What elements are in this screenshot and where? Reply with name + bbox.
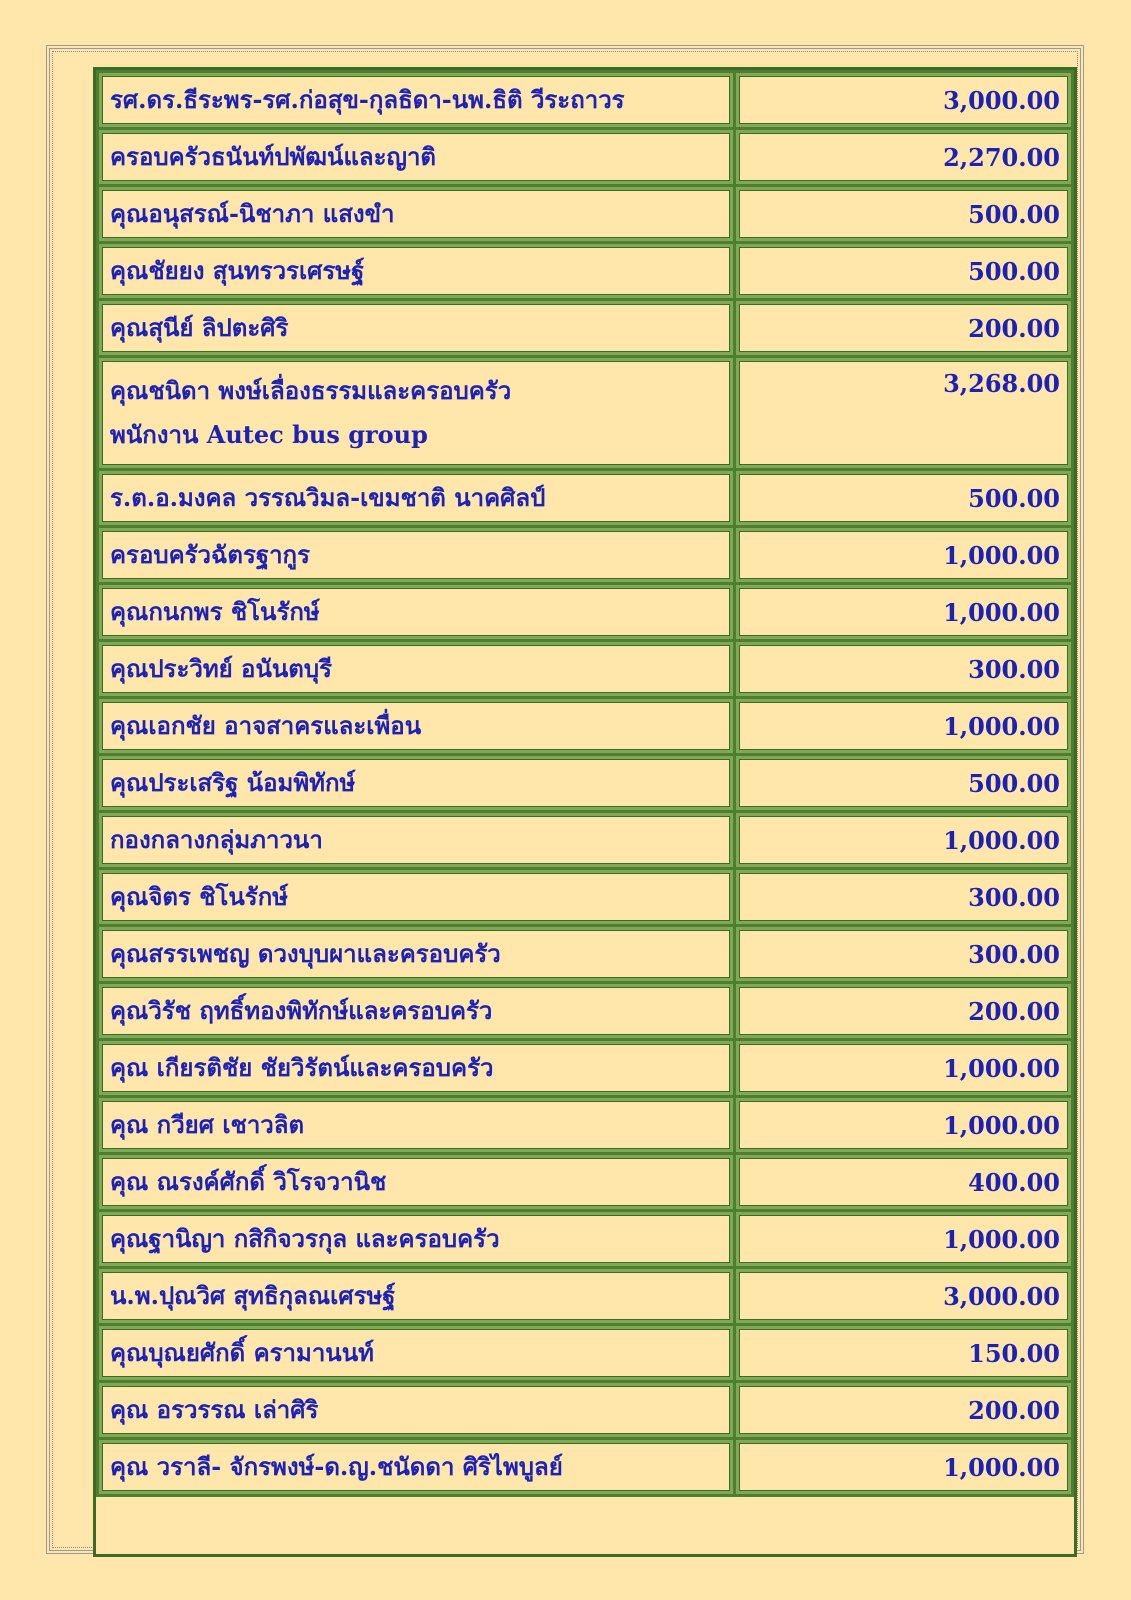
donor-name: ครอบครัวฉัตรฐากูร <box>110 540 310 569</box>
donation-amount: 400.00 <box>736 1155 1071 1209</box>
donation-amount: 1,000.00 <box>736 585 1071 639</box>
donor-name: ครอบครัวธนันท์ปพัฒน์และญาติ <box>110 142 437 171</box>
donor-name: คุณ เกียรติชัย ชัยวิรัตน์และครอบครัว <box>110 1053 494 1082</box>
donor-name: คุณฐานิญา กสิกิจวรกุล และครอบครัว <box>110 1224 500 1253</box>
table-row <box>99 1326 1071 1380</box>
table-row <box>99 1440 1071 1494</box>
donation-amount: 500.00 <box>736 471 1071 525</box>
table-row <box>99 585 1071 639</box>
donor-name-cell <box>99 1098 733 1152</box>
donor-name: คุณชนิดา พงษ์เลื่องธรรมและครอบครัว <box>110 376 512 405</box>
donation-amount: 3,000.00 <box>736 73 1071 127</box>
donor-name-cell <box>99 1269 733 1323</box>
donor-name: คุณเอกชัย อาจสาครและเพื่อน <box>110 711 422 740</box>
table-row <box>99 528 1071 582</box>
donation-amount: 300.00 <box>736 642 1071 696</box>
donation-amount: 200.00 <box>736 984 1071 1038</box>
donation-amount: 2,270.00 <box>736 130 1071 184</box>
donor-name: คุณสุนีย์ ลิปตะศิริ <box>110 313 289 342</box>
donor-name-cell <box>99 756 733 810</box>
donor-name: ร.ต.อ.มงคล วรรณวิมล-เขมชาติ นาคศิลป์ <box>110 483 546 512</box>
donation-amount: 1,000.00 <box>736 1212 1071 1266</box>
donor-name: น.พ.ปุณวิศ สุทธิกุลณเศรษฐ์ <box>110 1281 396 1310</box>
donor-name-cell <box>99 585 733 639</box>
table-row <box>99 870 1071 924</box>
table-row <box>99 642 1071 696</box>
donor-name: คุณอนุสรณ์-นิชาภา แสงขำ <box>110 199 395 228</box>
donation-amount: 1,000.00 <box>736 813 1071 867</box>
donation-table <box>96 70 1074 1497</box>
donation-amount: 500.00 <box>736 187 1071 241</box>
table-row <box>99 1269 1071 1323</box>
donor-name: คุณจิตร ชิโนรักษ์ <box>110 882 289 911</box>
donor-name-cell <box>99 528 733 582</box>
donor-name-cell <box>99 187 733 241</box>
table-row <box>99 1155 1071 1209</box>
donor-name-cell <box>99 73 733 127</box>
donation-amount: 1,000.00 <box>736 1041 1071 1095</box>
donor-name: คุณประวิทย์ อนันตบุรี <box>110 654 332 683</box>
donor-name-cell <box>99 1212 733 1266</box>
donor-name-cell <box>99 244 733 298</box>
table-row <box>99 471 1071 525</box>
donor-name: คุณ กวียศ เชาวลิต <box>110 1110 305 1139</box>
donation-amount: 1,000.00 <box>736 1098 1071 1152</box>
table-row <box>99 984 1071 1038</box>
donor-name-cell <box>99 1326 733 1380</box>
donor-name: คุณประเสริฐ น้อมพิทักษ์ <box>110 768 356 797</box>
donation-amount: 1,000.00 <box>736 699 1071 753</box>
table-row <box>99 301 1071 355</box>
donor-name-cell <box>99 358 733 468</box>
donation-amount: 500.00 <box>736 244 1071 298</box>
donor-name: คุณ อรวรรณ เล่าศิริ <box>110 1395 319 1424</box>
donor-name-cell <box>99 813 733 867</box>
table-row <box>99 358 1071 468</box>
donation-amount: 500.00 <box>736 756 1071 810</box>
donor-name-cell <box>99 130 733 184</box>
donor-name-cell <box>99 984 733 1038</box>
donor-name: คุณชัยยง สุนทรวรเศรษฐ์ <box>110 256 365 285</box>
donor-name-cell <box>99 1041 733 1095</box>
table-row <box>99 1098 1071 1152</box>
table-row <box>99 813 1071 867</box>
donor-name: กองกลางกลุ่มภาวนา <box>110 825 323 854</box>
donation-amount: 3,268.00 <box>736 358 1071 468</box>
donor-name-cell <box>99 870 733 924</box>
donor-name-cell <box>99 1440 733 1494</box>
table-row <box>99 130 1071 184</box>
donor-name-cell <box>99 1155 733 1209</box>
table-row <box>99 927 1071 981</box>
donor-name: รศ.ดร.ธีระพร-รศ.ก่อสุข-กุลธิดา-นพ.ธิติ วีระถาวร <box>110 85 625 114</box>
donation-amount: 300.00 <box>736 870 1071 924</box>
donation-amount: 1,000.00 <box>736 528 1071 582</box>
donor-name-cell <box>99 301 733 355</box>
donor-name: คุณ ณรงค์ศักดิ์ วิโรจวานิช <box>110 1167 387 1196</box>
donation-amount: 1,000.00 <box>736 1440 1071 1494</box>
donor-name: คุณกนกพร ชิโนรักษ์ <box>110 597 320 626</box>
donation-amount: 3,000.00 <box>736 1269 1071 1323</box>
table-row <box>99 73 1071 127</box>
table-row <box>99 699 1071 753</box>
donor-name: คุณ วราลี- จักรพงษ์-ด.ญ.ชนัดดา ศิริไพบูลย์ <box>110 1452 563 1481</box>
donor-name-cell <box>99 642 733 696</box>
donor-name: คุณสรรเพชญ ดวงบุบผาและครอบครัว <box>110 939 501 968</box>
donation-amount: 300.00 <box>736 927 1071 981</box>
donor-name-cell <box>99 471 733 525</box>
donor-name-line2: พนักงาน Autec bus group <box>110 420 428 449</box>
donor-name-cell <box>99 699 733 753</box>
donation-table-body <box>99 73 1071 1494</box>
table-row <box>99 756 1071 810</box>
donor-name-cell <box>99 1383 733 1437</box>
table-row <box>99 1212 1071 1266</box>
donation-amount: 200.00 <box>736 1383 1071 1437</box>
donation-amount: 150.00 <box>736 1326 1071 1380</box>
donation-amount: 200.00 <box>736 301 1071 355</box>
table-row <box>99 187 1071 241</box>
donation-table-container <box>93 67 1077 1557</box>
table-row <box>99 244 1071 298</box>
table-row <box>99 1383 1071 1437</box>
donor-name: คุณบุณยศักดิ์ ครามานนท์ <box>110 1338 374 1367</box>
table-row <box>99 1041 1071 1095</box>
donor-name: คุณวิรัช ฤทธิ์ทองพิทักษ์และครอบครัว <box>110 996 493 1025</box>
donor-name-cell <box>99 927 733 981</box>
